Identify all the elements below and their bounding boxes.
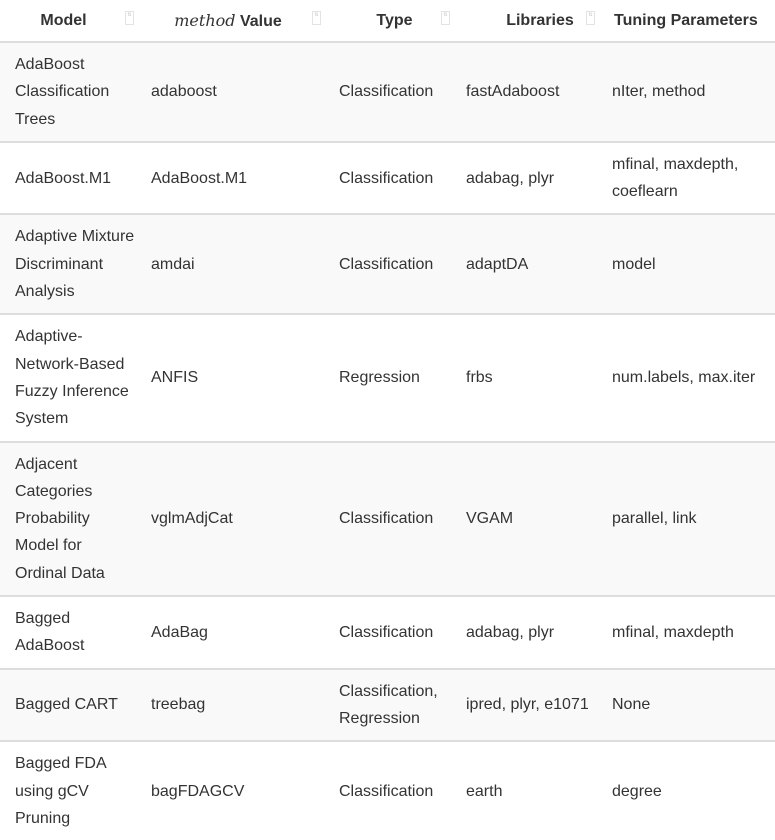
column-header-type[interactable] [331,0,458,42]
cell-tuning: mfinal, maxdepth, coeflearn [604,142,775,215]
header-row [0,0,775,42]
cell-type: Classification [331,214,458,314]
cell-tuning: num.labels, max.iter [604,314,775,441]
table-row [0,214,775,314]
cell-type: Classification [331,42,458,142]
column-header-model[interactable] [0,0,143,42]
column-header-method-label: Value [235,12,282,30]
table-row [0,596,775,669]
cell-model: AdaBoost.M1 [0,142,143,215]
cell-model: Adaptive Mixture Discriminant Analysis [0,214,143,314]
cell-model: Adaptive-Network-Based Fuzzy Inference System [0,314,143,441]
column-header-tuning[interactable] [604,0,775,42]
cell-tuning: parallel, link [604,442,775,596]
cell-tuning: degree [604,741,775,840]
cell-type: Classification [331,142,458,215]
cell-type: Classification [331,741,458,840]
cell-tuning: nIter, method [604,42,775,142]
sort-icon[interactable]: ⇅ [441,11,450,25]
table-row [0,42,775,142]
table-row [0,669,775,742]
table-header [0,0,775,42]
cell-model: Bagged CART [0,669,143,742]
cell-method: ANFIS [143,314,331,441]
column-header-method[interactable] [143,0,331,42]
sort-icon[interactable]: ⇅ [586,11,595,25]
table-row [0,314,775,441]
cell-method: bagFDAGCV [143,741,331,840]
cell-libraries: fastAdaboost [458,42,604,142]
cell-tuning: mfinal, maxdepth [604,596,775,669]
sort-icon[interactable]: ⇅ [312,11,321,25]
cell-model: Bagged FDA using gCV Pruning [0,741,143,840]
cell-type: Classification, Regression [331,669,458,742]
cell-libraries: frbs [458,314,604,441]
column-header-tuning-label: Tuning Parameters [614,11,758,29]
cell-model: AdaBoost Classification Trees [0,42,143,142]
table-row [0,442,775,596]
cell-libraries: adaptDA [458,214,604,314]
cell-type: Classification [331,442,458,596]
cell-method: adaboost [143,42,331,142]
cell-model: Bagged AdaBoost [0,596,143,669]
cell-libraries: VGAM [458,442,604,596]
table-row [0,142,775,215]
column-header-model-label: Model [40,11,87,29]
table-row [0,741,775,840]
column-header-method-italic: method [174,10,236,30]
cell-type: Classification [331,596,458,669]
cell-tuning: model [604,214,775,314]
cell-type: Regression [331,314,458,441]
cell-method: vglmAdjCat [143,442,331,596]
cell-libraries: earth [458,741,604,840]
cell-tuning: None [604,669,775,742]
cell-method: treebag [143,669,331,742]
cell-model: Adjacent Categories Probability Model for Ordinal Data [0,442,143,596]
cell-method: AdaBoost.M1 [143,142,331,215]
cell-method: AdaBag [143,596,331,669]
cell-libraries: adabag, plyr [458,596,604,669]
sort-icon[interactable]: ⇅ [125,11,134,25]
table-body [0,42,775,840]
cell-libraries: adabag, plyr [458,142,604,215]
column-header-type-label: Type [376,11,413,29]
cell-method: amdai [143,214,331,314]
column-header-libraries-label: Libraries [506,11,574,29]
cell-libraries: ipred, plyr, e1071 [458,669,604,742]
column-header-libraries[interactable] [458,0,604,42]
